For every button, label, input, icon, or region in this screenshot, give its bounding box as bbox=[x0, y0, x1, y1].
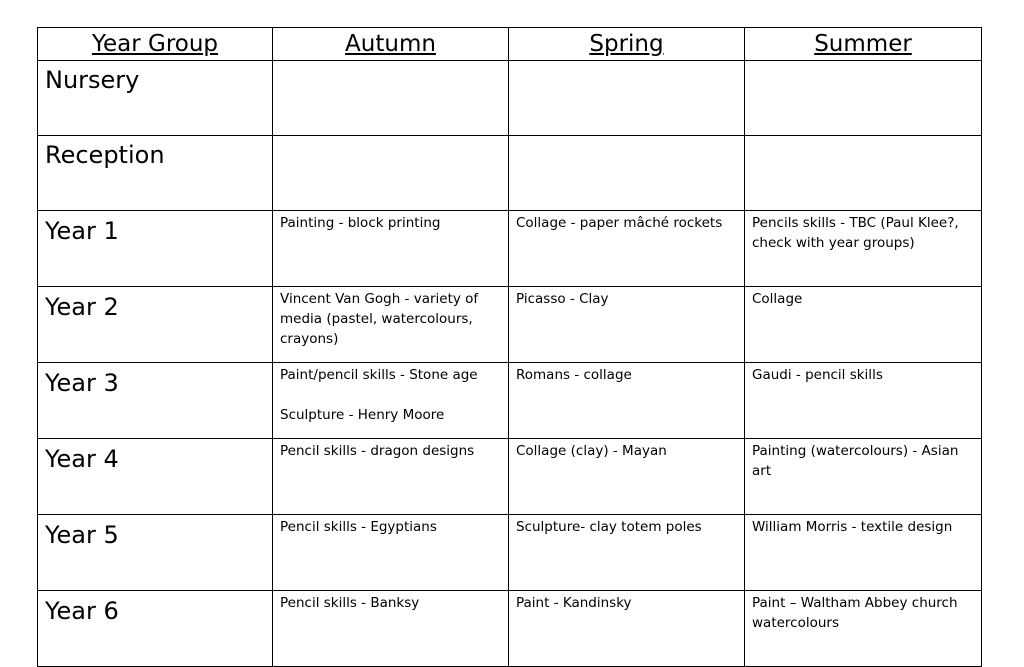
year-group-cell: Year 1 bbox=[38, 211, 273, 287]
table-row bbox=[38, 515, 982, 591]
spring-cell: Picasso - Clay bbox=[509, 287, 745, 363]
spring-cell: Collage (clay) - Mayan bbox=[509, 439, 745, 515]
table-row bbox=[38, 136, 982, 211]
spring-cell: Sculpture- clay totem poles bbox=[509, 515, 745, 591]
autumn-cell: Painting - block printing bbox=[273, 211, 509, 287]
year-group-cell: Year 5 bbox=[38, 515, 273, 591]
year-group-cell: Year 3 bbox=[38, 363, 273, 439]
summer-cell: William Morris - textile design bbox=[745, 515, 982, 591]
table-row bbox=[38, 287, 982, 363]
spring-cell: Paint - Kandinsky bbox=[509, 591, 745, 667]
table-row bbox=[38, 439, 982, 515]
spring-cell bbox=[509, 136, 745, 211]
header-spring: Spring bbox=[509, 28, 745, 61]
header-summer: Summer bbox=[745, 28, 982, 61]
curriculum-table bbox=[37, 27, 982, 667]
summer-cell bbox=[745, 61, 982, 136]
table-row bbox=[38, 591, 982, 667]
table-row bbox=[38, 211, 982, 287]
autumn-cell: Paint/pencil skills - Stone age Sculpture - Henry Moore bbox=[273, 363, 509, 439]
autumn-cell: Pencil skills - dragon designs bbox=[273, 439, 509, 515]
spring-cell: Collage - paper mâché rockets bbox=[509, 211, 745, 287]
summer-cell bbox=[745, 136, 982, 211]
spring-cell bbox=[509, 61, 745, 136]
year-group-cell: Year 4 bbox=[38, 439, 273, 515]
autumn-cell: Pencil skills - Banksy bbox=[273, 591, 509, 667]
year-group-cell: Reception bbox=[38, 136, 273, 211]
summer-cell: Gaudi - pencil skills bbox=[745, 363, 982, 439]
table-row bbox=[38, 363, 982, 439]
summer-cell: Pencils skills - TBC (Paul Klee?, check with year groups) bbox=[745, 211, 982, 287]
table-row bbox=[38, 61, 982, 136]
year-group-cell: Nursery bbox=[38, 61, 273, 136]
header-year-group: Year Group bbox=[38, 28, 273, 61]
header-autumn: Autumn bbox=[273, 28, 509, 61]
year-group-cell: Year 2 bbox=[38, 287, 273, 363]
autumn-cell: Vincent Van Gogh - variety of media (pastel, watercolours, crayons) bbox=[273, 287, 509, 363]
autumn-cell bbox=[273, 136, 509, 211]
autumn-cell bbox=[273, 61, 509, 136]
summer-cell: Paint – Waltham Abbey church watercolours bbox=[745, 591, 982, 667]
header-row bbox=[38, 28, 982, 61]
year-group-cell: Year 6 bbox=[38, 591, 273, 667]
spring-cell: Romans - collage bbox=[509, 363, 745, 439]
summer-cell: Painting (watercolours) - Asian art bbox=[745, 439, 982, 515]
summer-cell: Collage bbox=[745, 287, 982, 363]
autumn-cell: Pencil skills - Egyptians bbox=[273, 515, 509, 591]
